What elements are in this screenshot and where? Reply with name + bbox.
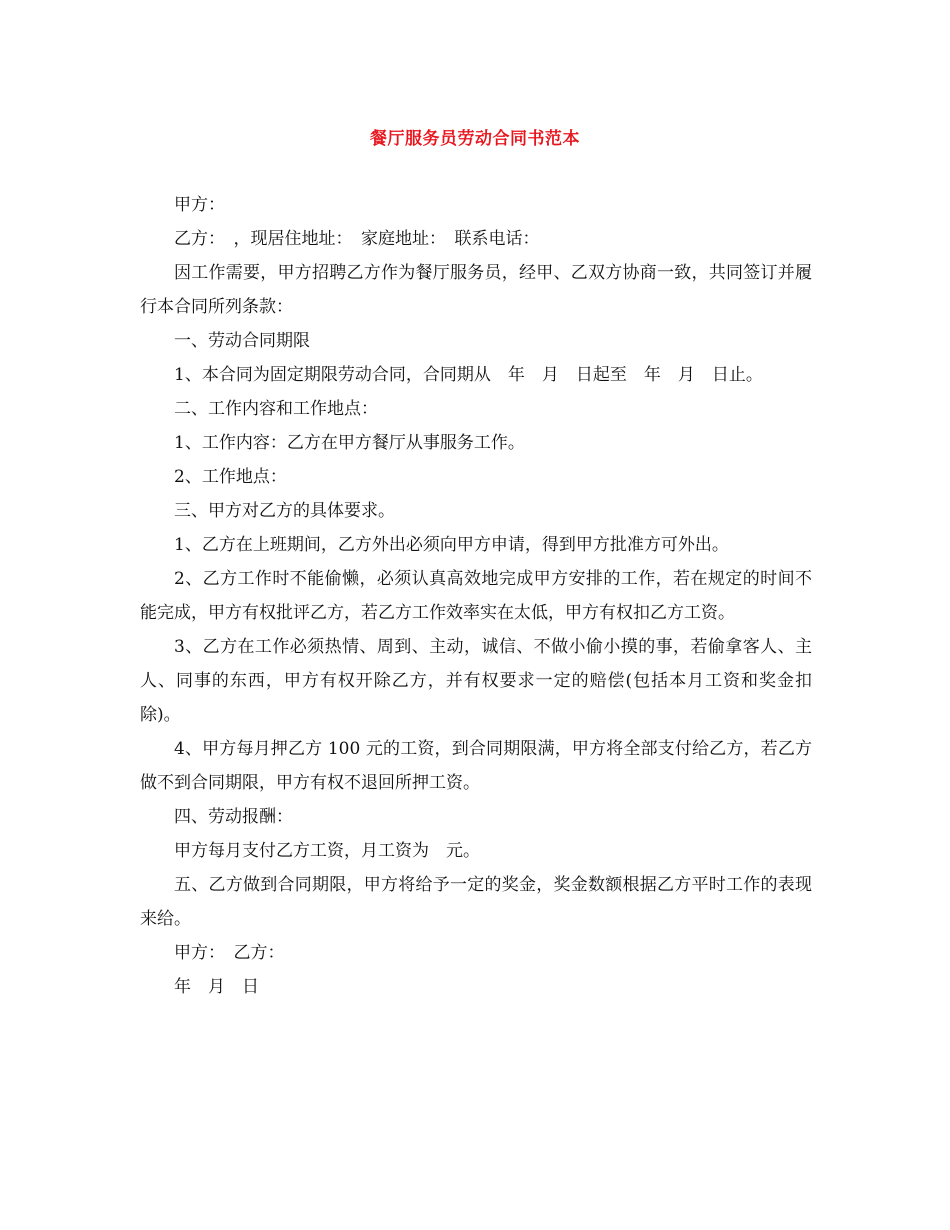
clause-pay: 甲方每月支付乙方工资，月工资为 元。 bbox=[174, 841, 480, 861]
clause-work-content: 1、工作内容：乙方在甲方餐厅从事服务工作。 bbox=[174, 433, 525, 453]
clause-requirement-2: 2、乙方工作时不能偷懒，必须认真高效地完成甲方安排的工作，若在规定的时间不能完成，甲方有权批评乙方，若乙方工作效率实在太低，甲方有权扣乙方工资。 bbox=[140, 569, 812, 623]
section-heading-pay: 四、劳动报酬： bbox=[174, 807, 293, 827]
section-heading-term: 一、劳动合同期限 bbox=[174, 331, 310, 351]
signature-line: 甲方： 乙方： bbox=[174, 943, 285, 963]
clause-term-1: 1、本合同为固定期限劳动合同，合同期从 年 月 日起至 年 月 日止。 bbox=[174, 365, 763, 385]
document-title: 餐厅服务员劳动合同书范本 bbox=[370, 129, 580, 149]
clause-requirement-3: 3、乙方在工作必须热情、周到、主动，诚信、不做小偷小摸的事，若偷拿客人、主人、同事的东西，甲方有权开除乙方，并有权要求一定的赔偿(包括本月工资和奖金扣除)。 bbox=[140, 637, 812, 725]
section-bonus: 五、乙方做到合同期限，甲方将给予一定的奖金，奖金数额根据乙方平时工作的表现来给。 bbox=[140, 875, 812, 929]
preamble-paragraph: 因工作需要，甲方招聘乙方作为餐厅服务员，经甲、乙双方协商一致，共同签订并履行本合同所列条款： bbox=[140, 263, 812, 317]
party-a-line: 甲方： bbox=[174, 195, 225, 215]
clause-requirement-1: 1、乙方在上班期间，乙方外出必须向甲方申请，得到甲方批准方可外出。 bbox=[174, 535, 729, 555]
section-heading-requirements: 三、甲方对乙方的具体要求。 bbox=[174, 501, 395, 521]
party-b-line: 乙方： ，现居住地址： 家庭地址： 联系电话： bbox=[174, 229, 540, 249]
section-heading-work: 二、工作内容和工作地点： bbox=[174, 399, 378, 419]
clause-work-location: 2、工作地点： bbox=[174, 467, 287, 487]
document-body bbox=[140, 188, 812, 1004]
clause-requirement-4: 4、甲方每月押乙方 100 元的工资，到合同期限满，甲方将全部支付给乙方，若乙方做不到合同期限，甲方有权不退回所押工资。 bbox=[140, 739, 812, 793]
date-line: 年 月 日 bbox=[174, 977, 259, 997]
